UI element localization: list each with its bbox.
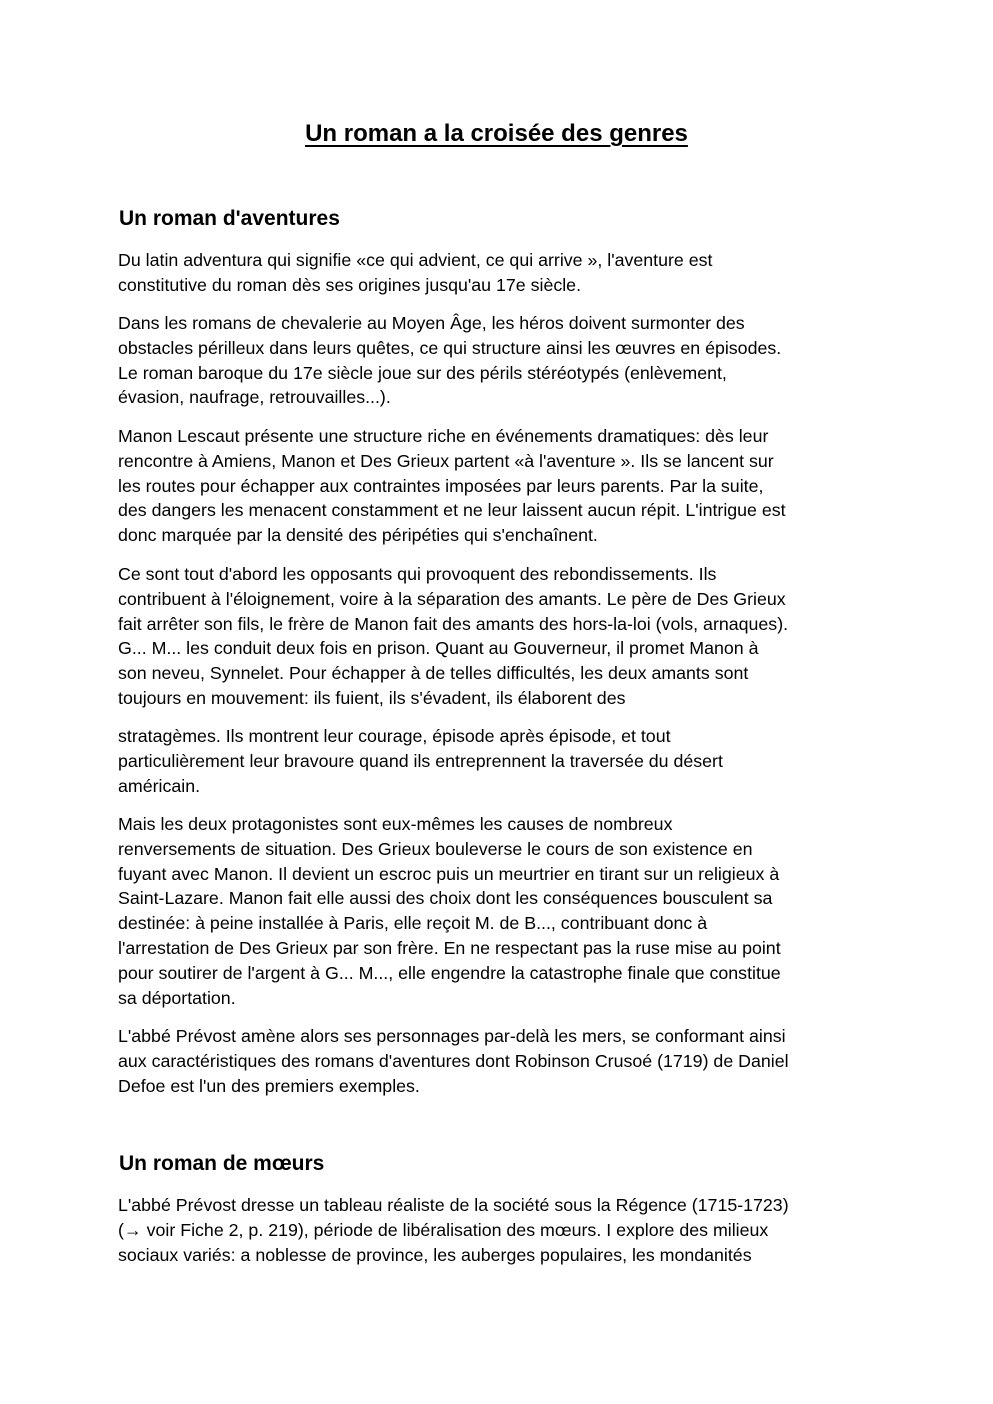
paragraph: Du latin adventura qui signifie «ce qui advient, ce qui arrive », l'aventure est constitutive du roman dès ses origines jusqu'au 17e siècle. xyxy=(118,250,713,295)
page-title: Un roman a la croisée des genres xyxy=(305,120,688,147)
paragraph: Ce sont tout d'abord les opposants qui provoquent des rebondissements. Ils contribuent à l'éloignement, voire à la séparation des amants. Le père de Des Grieux fait arrêter son fils, le frère de Manon fait des amants des hors-la-loi (vols, arnaques). G... M... les conduit deux fois en prison. Quant au Gouverneur, il promet Manon à son neveu, Synnelet. Pour échapper à de telles difficultés, les deux amants sont toujours en mouvement: ils fuient, ils s'évadent, ils élaborent des xyxy=(118,564,789,708)
paragraph: Manon Lescaut présente une structure riche en événements dramatiques: dès leur rencontre à Amiens, Manon et Des Grieux partent «à l'aventure ». Ils se lancent sur les routes pour échapper aux contraintes imposées par leurs parents. Par la suite, des dangers les menacent constamment et ne leur laissent aucun répit. L'intrigue est donc marquée par la densité des péripéties qui s'enchaînent. xyxy=(118,426,786,546)
section-heading-aventures: Un roman d'aventures xyxy=(119,207,340,230)
paragraph: Dans les romans de chevalerie au Moyen Âge, les héros doivent surmonter des obstacles périlleux dans leurs quêtes, ce qui structure ainsi les œuvres en épisodes. Le roman baroque du 17e siècle joue sur des périls stéréotypés (enlèvement, évasion, naufrage, retrouvailles...). xyxy=(118,313,782,408)
paragraph: Mais les deux protagonistes sont eux-mêmes les causes de nombreux renversements de situation. Des Grieux bouleverse le cours de son existence en fuyant avec Manon. Il devient un escroc puis un meurtrier en tirant sur un religieux à Saint-Lazare. Manon fait elle aussi des choix dont les conséquences bousculent sa destinée: à peine installée à Paris, elle reçoit M. de B..., contribuant donc à l'arrestation de Des Grieux par son frère. En ne respectant pas la ruse mise au point pour soutirer de l'argent à G... M..., elle engendre la catastrophe finale que constitue sa déportation. xyxy=(118,814,781,1008)
paragraph: L'abbé Prévost dresse un tableau réaliste de la société sous la Régence (1715-1723) (→ voir Fiche 2, p. 219), période de libéralisation des mœurs. I explore des milieux sociaux variés: a noblesse de province, les auberges populaires, les mondanités xyxy=(118,1195,789,1265)
section-heading-moeurs: Un roman de mœurs xyxy=(119,1152,325,1175)
paragraph: stratagèmes. Ils montrent leur courage, épisode après épisode, et tout particulièrement leur bravoure quand ils entreprennent la traversée du désert américain. xyxy=(118,726,723,796)
paragraph: L'abbé Prévost amène alors ses personnages par-delà les mers, se conformant ainsi aux caractéristiques des romans d'aventures dont Robinson Crusoé (1719) de Daniel Defoe est l'un des premiers exemples. xyxy=(118,1026,789,1096)
